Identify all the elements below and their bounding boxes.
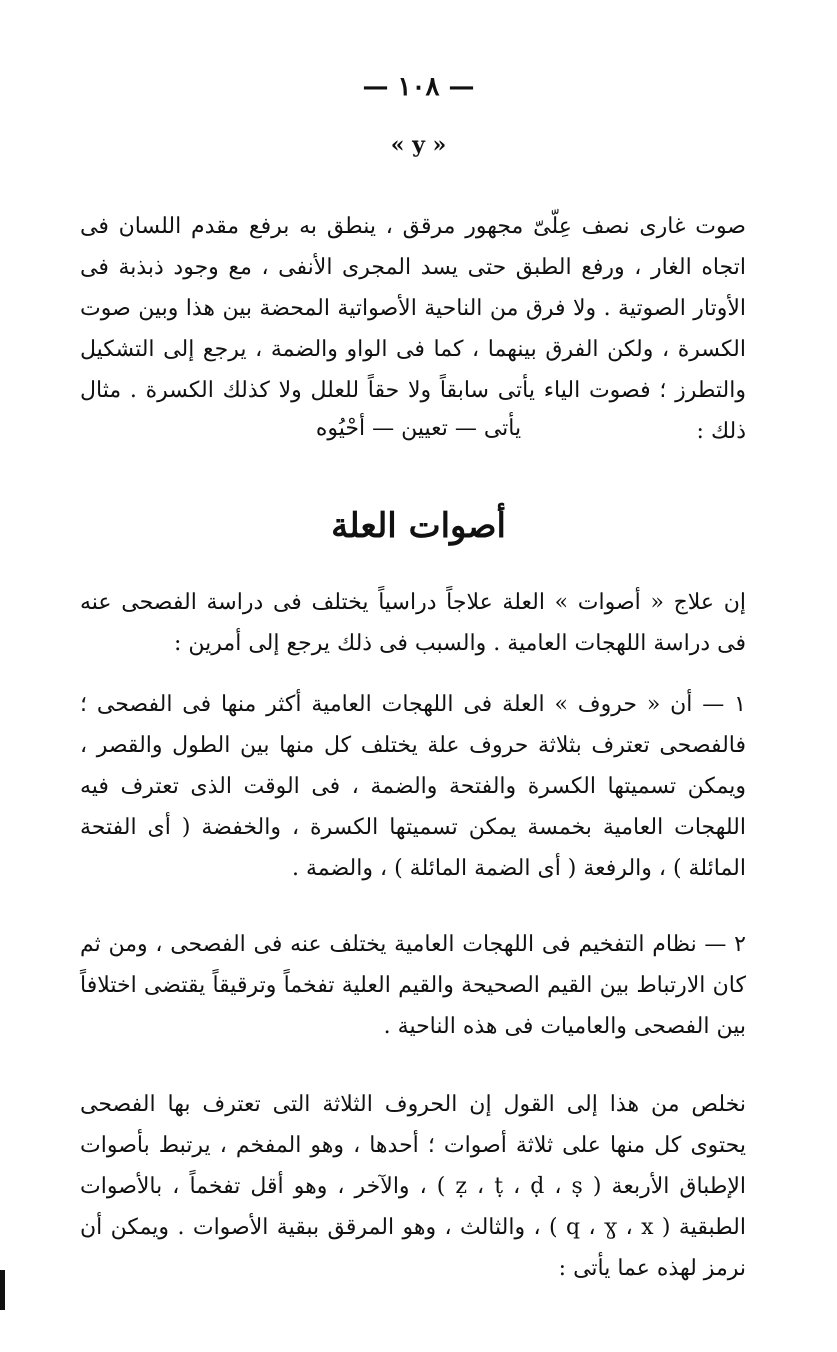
paragraph-point-two: ٢ — نظام التفخيم فى اللهجات العامية يختلف عنه فى الفصحى ، ومن ثم كان الارتباط بين القيم الصحيحة والقيم العلية تفخماً وترقيقاً يقتضى اختلافاً بين الفصحى والعاميات فى هذه الناحية .	[80, 932, 746, 1039]
paragraph-intro: إن علاج « أصوات » العلة علاجاً دراسياً يختلف فى دراسة الفصحى عنه فى دراسة اللهجات العامية . والسبب فى ذلك يرجع إلى أمرين :	[80, 590, 746, 656]
margin-mark	[0, 1270, 5, 1310]
paragraph-consonant-description: صوت غارى نصف عِلّىّ مجهور مرقق ، ينطق به برفع مقدم اللسان فى اتجاه الغار ، ورفع الطبق حتى يسد المجرى الأنفى ، مع وجود ذبذبة فى الأوتار الصوتية . ولا فرق من الناحية الأصواتية المحضة بين هذا وبين صوت الكسرة ، ولكن الفرق بينهما ، كما فى الواو والضمة ، يرجع إلى التشكيل والتطرز ؛ فصوت الياء يأتى سابقاً ولا حقاً للعلل ولا كذلك الكسرة . مثال ذلك :	[80, 214, 746, 444]
section-marker: « y »	[390, 132, 447, 158]
example-line: يأتى — تعيين — أحْيُوه	[315, 416, 522, 441]
paragraph-conclusion: نخلص من هذا إلى القول إن الحروف الثلاثة التى تعترف بها الفصحى يحتوى كل منها على ثلاثة أصوات ؛ أحدها ، وهو المفخم ، يرتبط بأصوات الإطباق الأربعة ( ẓ ، ṭ ، ḍ ، ṣ ) ، والآخر ، وهو أقل تفخماً ، بالأصوات الطبقية ( q ، ɣ ، x ) ، والثالث ، وهو المرقق ببقية الأصوات . ويمكن أن نرمز لهذه عما يأتى :	[80, 1092, 746, 1281]
paragraph-point-one: ١ — أن « حروف » العلة فى اللهجات العامية أكثر منها فى الفصحى ؛ فالفصحى تعترف بثلاثة حروف علة يختلف كل منها بين الطول والقصر ، ويمكن تسميتها الكسرة والفتحة والضمة ، فى الوقت الذى تعترف فيه اللهجات العامية بخمسة يمكن تسميتها الكسرة ، والخفضة ( أى الفتحة المائلة ) ، والرفعة ( أى الضمة المائلة ) ، والضمة .	[80, 692, 746, 881]
page-number: — ١٠٨ —	[362, 72, 475, 102]
section-heading: أصوات العلة	[331, 506, 506, 547]
